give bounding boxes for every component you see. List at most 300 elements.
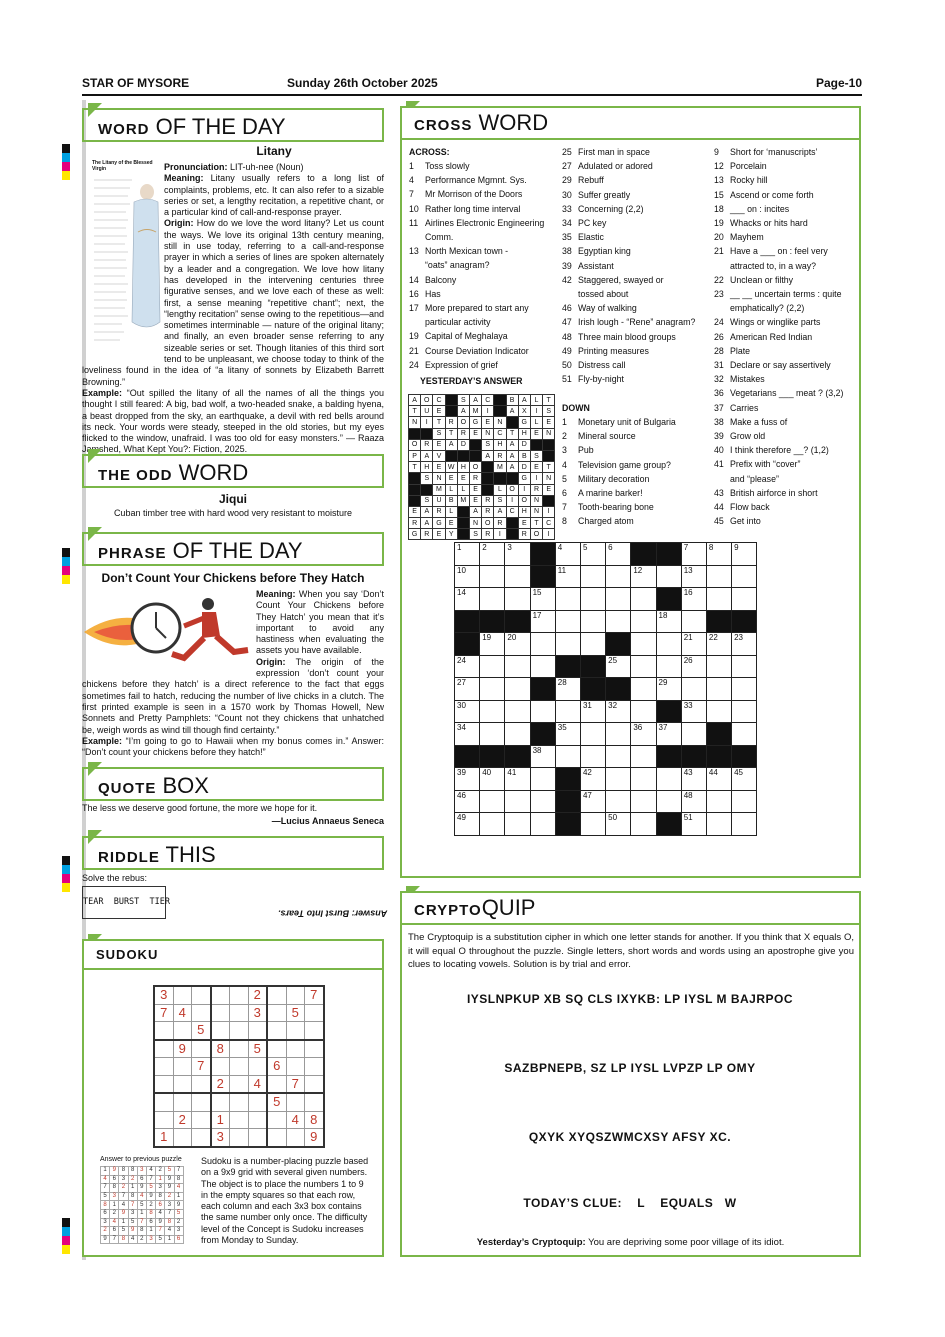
answer-cell: 6 xyxy=(174,1235,183,1244)
crossword-cell[interactable] xyxy=(505,678,530,701)
down-label: DOWN xyxy=(562,403,590,413)
sudoku-cell[interactable] xyxy=(173,1058,192,1076)
sudoku-cell[interactable] xyxy=(192,1129,211,1147)
crossword-cell[interactable]: 23 xyxy=(732,633,757,656)
clue: 35 Elastic xyxy=(562,232,604,243)
down-clues-col3 xyxy=(714,145,843,528)
crossword-cell[interactable]: 29 xyxy=(656,678,681,701)
crossword-cell[interactable]: 36 xyxy=(631,723,656,746)
odd-definition: Cuban timber tree with hard wood very resistant to moisture xyxy=(113,508,353,518)
crossword-cell[interactable] xyxy=(555,633,580,656)
crossword-cell[interactable] xyxy=(631,700,656,723)
sudoku-cell[interactable]: 2 xyxy=(211,1075,230,1093)
sudoku-cell[interactable] xyxy=(267,1111,286,1129)
sudoku-cell[interactable] xyxy=(154,1022,173,1040)
crossword-cell[interactable]: 27 xyxy=(455,678,480,701)
sudoku-cell[interactable] xyxy=(305,1075,324,1093)
answer-cell: D xyxy=(518,439,530,450)
crossword-cell[interactable]: 35 xyxy=(555,723,580,746)
sudoku-cell[interactable] xyxy=(248,1022,267,1040)
sudoku-cell[interactable]: 5 xyxy=(267,1093,286,1111)
crossword-cell[interactable]: 12 xyxy=(631,565,656,588)
crossword-cell[interactable] xyxy=(656,790,681,813)
sudoku-cell[interactable] xyxy=(192,986,211,1004)
sudoku-cell[interactable] xyxy=(192,1111,211,1129)
odd-word: Jiqui xyxy=(218,492,247,506)
crossword-cell[interactable] xyxy=(732,655,757,678)
sudoku-cell[interactable]: 4 xyxy=(173,1004,192,1022)
answer-cell: R xyxy=(530,484,542,495)
crossword-cell[interactable] xyxy=(631,813,656,836)
crossword-cell[interactable] xyxy=(606,790,631,813)
crossword-cell[interactable]: 48 xyxy=(681,790,706,813)
sudoku-cell[interactable]: 8 xyxy=(211,1040,230,1058)
crossword-cell[interactable] xyxy=(580,723,605,746)
clue: 9 Short for ‘manuscripts’ xyxy=(714,147,818,157)
sudoku-cell[interactable] xyxy=(154,1075,173,1093)
answer-cell: A xyxy=(409,395,421,406)
sudoku-cell[interactable] xyxy=(230,1111,249,1129)
answer-cell xyxy=(482,462,494,473)
clue: 31 Declare or say assertively xyxy=(714,360,831,371)
crossword-cell[interactable]: 33 xyxy=(681,700,706,723)
sudoku-cell[interactable]: 7 xyxy=(192,1058,211,1076)
sudoku-cell[interactable] xyxy=(211,1004,230,1022)
crossword-cell[interactable]: 46 xyxy=(455,790,480,813)
crossword-cell[interactable]: 18 xyxy=(656,610,681,633)
clue: 38 Make a fuss of xyxy=(714,416,788,427)
answer-cell: S xyxy=(494,495,506,506)
sudoku-cell[interactable] xyxy=(154,1058,173,1076)
answer-cell: 8 xyxy=(128,1192,137,1201)
sudoku-cell[interactable] xyxy=(230,1040,249,1058)
answer-cell: R xyxy=(421,439,433,450)
crossword-cell[interactable]: 50 xyxy=(606,813,631,836)
crossword-cell[interactable] xyxy=(530,790,555,813)
answer-cell: U xyxy=(421,406,433,417)
sudoku-cell[interactable] xyxy=(286,1022,305,1040)
crossword-cell[interactable]: 1 xyxy=(455,543,480,566)
sudoku-cell[interactable] xyxy=(267,1004,286,1022)
sudoku-cell[interactable] xyxy=(248,1111,267,1129)
black-cell xyxy=(505,610,530,633)
crossword-cell[interactable] xyxy=(631,610,656,633)
answer-cell xyxy=(409,473,421,484)
sudoku-cell[interactable]: 4 xyxy=(248,1075,267,1093)
crossword-cell[interactable]: 13 xyxy=(681,565,706,588)
answer-cell: 4 xyxy=(174,1184,183,1193)
crossword-cell[interactable]: 21 xyxy=(681,633,706,656)
crossword-cell[interactable] xyxy=(505,588,530,611)
sudoku-cell[interactable] xyxy=(305,1004,324,1022)
sudoku-cell[interactable] xyxy=(173,1093,192,1111)
crossword-cell[interactable]: 19 xyxy=(480,633,505,656)
crossword-cell[interactable]: 3 xyxy=(505,543,530,566)
crossword-cell[interactable] xyxy=(732,700,757,723)
sudoku-cell[interactable] xyxy=(248,1093,267,1111)
crossword-cell[interactable]: 32 xyxy=(606,700,631,723)
crossword-cell[interactable] xyxy=(555,745,580,768)
crossword-cell[interactable] xyxy=(580,813,605,836)
crossword-cell[interactable] xyxy=(732,678,757,701)
sudoku-cell[interactable]: 4 xyxy=(286,1111,305,1129)
clue: 5 Military decoration xyxy=(562,473,650,484)
answer-cell: T xyxy=(409,406,421,417)
answer-cell: 9 xyxy=(165,1184,174,1193)
sudoku-cell[interactable] xyxy=(192,1075,211,1093)
crossword-cell[interactable] xyxy=(530,700,555,723)
sudoku-cell[interactable]: 5 xyxy=(286,1004,305,1022)
black-cell xyxy=(530,565,555,588)
crossword-cell[interactable] xyxy=(631,588,656,611)
sudoku-cell[interactable] xyxy=(267,1075,286,1093)
crossword-cell[interactable] xyxy=(606,588,631,611)
crossword-cell[interactable]: 24 xyxy=(455,655,480,678)
sudoku-cell[interactable] xyxy=(286,986,305,1004)
sudoku-cell[interactable] xyxy=(267,1129,286,1147)
crossword-cell[interactable]: 49 xyxy=(455,813,480,836)
clue: 21 Course Deviation Indicator xyxy=(409,345,529,356)
crossword-cell[interactable] xyxy=(732,588,757,611)
sudoku-cell[interactable] xyxy=(173,1022,192,1040)
answer-cell: 4 xyxy=(165,1227,174,1236)
sudoku-cell[interactable]: 3 xyxy=(154,986,173,1004)
crossword-cell[interactable] xyxy=(656,633,681,656)
sudoku-cell[interactable]: 2 xyxy=(173,1111,192,1129)
answer-cell: M xyxy=(469,406,481,417)
issue-date: Sunday 26th October 2025 xyxy=(287,76,438,90)
sudoku-cell[interactable]: 5 xyxy=(248,1040,267,1058)
answer-cell: E xyxy=(482,417,494,428)
answer-cell: E xyxy=(433,406,445,417)
answer-cell: E xyxy=(469,428,481,439)
litany-image: The Litany of the Blessed Virgin xyxy=(92,160,162,360)
answer-cell: 6 xyxy=(110,1175,119,1184)
crossword-cell[interactable]: 5 xyxy=(580,543,605,566)
crossword-cell[interactable] xyxy=(656,655,681,678)
color-bar xyxy=(62,856,70,892)
crossword-cell[interactable]: 16 xyxy=(681,588,706,611)
answer-cell: E xyxy=(518,518,530,529)
sudoku-cell[interactable]: 3 xyxy=(248,1004,267,1022)
crossword-cell[interactable] xyxy=(505,565,530,588)
answer-cell xyxy=(494,395,506,406)
crossword-cell[interactable]: 10 xyxy=(455,565,480,588)
crossword-cell[interactable] xyxy=(606,565,631,588)
crossword-cell[interactable] xyxy=(530,633,555,656)
sudoku-rule xyxy=(84,968,382,970)
clue: 42 Staggered, swayed or xyxy=(562,274,664,285)
sudoku-cell[interactable] xyxy=(192,1004,211,1022)
crossword-cell[interactable]: 42 xyxy=(580,768,605,791)
sudoku-cell[interactable]: 7 xyxy=(154,1004,173,1022)
answer-cell: R xyxy=(494,450,506,461)
sudoku-cell[interactable] xyxy=(305,1040,324,1058)
sudoku-cell[interactable] xyxy=(305,1058,324,1076)
sudoku-cell[interactable] xyxy=(286,1093,305,1111)
crossword-cell[interactable] xyxy=(505,790,530,813)
clue: particular activity xyxy=(425,317,491,328)
sudoku-cell[interactable]: 1 xyxy=(154,1129,173,1147)
crossword-cell[interactable] xyxy=(732,813,757,836)
answer-cell: R xyxy=(433,506,445,517)
sudoku-cell[interactable] xyxy=(211,1093,230,1111)
answer-cell: 3 xyxy=(165,1201,174,1210)
sudoku-cell[interactable]: 3 xyxy=(211,1129,230,1147)
sudoku-cell[interactable] xyxy=(211,986,230,1004)
crossword-cell[interactable] xyxy=(480,588,505,611)
sudoku-cell[interactable] xyxy=(230,1004,249,1022)
answer-cell: L xyxy=(530,395,542,406)
crossword-cell[interactable] xyxy=(631,633,656,656)
crossword-cell[interactable]: 22 xyxy=(706,633,731,656)
crossword-cell[interactable] xyxy=(580,588,605,611)
answer-cell xyxy=(445,395,457,406)
clue: 24 Expression of grief xyxy=(409,359,498,370)
answer-cell: H xyxy=(457,462,469,473)
crossword-cell[interactable] xyxy=(606,745,631,768)
crossword-cell[interactable]: 6 xyxy=(606,543,631,566)
crossword-cell[interactable]: 37 xyxy=(656,723,681,746)
crossword-cell[interactable] xyxy=(631,768,656,791)
crossword-cell[interactable] xyxy=(505,700,530,723)
sudoku-cell[interactable] xyxy=(154,1111,173,1129)
answer-cell: D xyxy=(518,462,530,473)
answer-cell: 5 xyxy=(156,1235,165,1244)
answer-cell xyxy=(421,484,433,495)
crossword-cell[interactable]: 28 xyxy=(555,678,580,701)
answer-cell xyxy=(506,417,518,428)
crossword-cell[interactable]: 26 xyxy=(681,655,706,678)
sudoku-cell[interactable]: 7 xyxy=(286,1075,305,1093)
answer-cell: 1 xyxy=(110,1201,119,1210)
crossword-cell[interactable] xyxy=(580,610,605,633)
answer-cell: X xyxy=(518,406,530,417)
black-cell xyxy=(455,633,480,656)
crossword-cell[interactable]: 15 xyxy=(530,588,555,611)
crossword-cell[interactable] xyxy=(480,813,505,836)
sudoku-cell[interactable] xyxy=(211,1022,230,1040)
sudoku-cell[interactable]: 2 xyxy=(248,986,267,1004)
answer-cell xyxy=(506,529,518,540)
sudoku-cell[interactable] xyxy=(267,1022,286,1040)
answer-cell xyxy=(506,473,518,484)
crossword-cell[interactable]: 20 xyxy=(505,633,530,656)
rebus-box: TEAR BURST TIER xyxy=(82,886,166,919)
clue: 6 A marine barker! xyxy=(562,488,643,499)
sudoku-cell[interactable] xyxy=(173,1129,192,1147)
sudoku-cell[interactable] xyxy=(192,1040,211,1058)
black-cell xyxy=(656,700,681,723)
answer-cell: 1 xyxy=(174,1192,183,1201)
crossword-cell[interactable] xyxy=(580,565,605,588)
crossword-cell[interactable]: 31 xyxy=(580,700,605,723)
answer-cell: 9 xyxy=(119,1209,128,1218)
answer-cell: 7 xyxy=(165,1209,174,1218)
answer-cell: 3 xyxy=(128,1209,137,1218)
crossword-cell[interactable] xyxy=(580,633,605,656)
crossword-cell[interactable] xyxy=(706,790,731,813)
crossword-cell[interactable] xyxy=(631,745,656,768)
crossword-cell[interactable]: 45 xyxy=(732,768,757,791)
answer-cell: 1 xyxy=(128,1184,137,1193)
crossword-cell[interactable]: 40 xyxy=(480,768,505,791)
crossword-cell[interactable] xyxy=(706,565,731,588)
answer-cell: A xyxy=(494,506,506,517)
crossword-cell[interactable] xyxy=(706,813,731,836)
crossword-cell[interactable]: 2 xyxy=(480,543,505,566)
sudoku-cell[interactable]: 9 xyxy=(173,1040,192,1058)
clue: 49 Printing measures xyxy=(562,345,649,356)
clue: 36 Vegetarians ___ meat ? (3,2) xyxy=(714,388,844,399)
crossword-cell[interactable] xyxy=(656,768,681,791)
crossword-cell[interactable]: 8 xyxy=(706,543,731,566)
sudoku-cell[interactable] xyxy=(154,1040,173,1058)
black-cell xyxy=(631,543,656,566)
answer-cell: I xyxy=(543,506,555,517)
crossword-cell[interactable]: 9 xyxy=(732,543,757,566)
sudoku-cell[interactable]: 8 xyxy=(305,1111,324,1129)
clue: 27 Adulated or adored xyxy=(562,161,653,172)
clue: 44 Flow back xyxy=(714,502,770,513)
crossword-cell[interactable] xyxy=(505,655,530,678)
crossword-cell[interactable]: 17 xyxy=(530,610,555,633)
sudoku-cell[interactable] xyxy=(286,1040,305,1058)
crossword-cell[interactable]: 14 xyxy=(455,588,480,611)
crossword-cell[interactable]: 30 xyxy=(455,700,480,723)
sudoku-cell[interactable] xyxy=(305,1022,324,1040)
crossword-cell[interactable] xyxy=(732,723,757,746)
crossword-cell[interactable] xyxy=(480,790,505,813)
sudoku-cell[interactable] xyxy=(267,986,286,1004)
sudoku-cell[interactable] xyxy=(154,1093,173,1111)
crossword-cell[interactable] xyxy=(530,813,555,836)
down-clues-col2 xyxy=(562,415,676,529)
sudoku-cell[interactable] xyxy=(248,1058,267,1076)
sudoku-cell[interactable] xyxy=(230,1129,249,1147)
sudoku-cell[interactable] xyxy=(230,1058,249,1076)
sudoku-cell[interactable]: 6 xyxy=(267,1058,286,1076)
crossword-grid[interactable] xyxy=(454,542,757,836)
crossword-cell[interactable] xyxy=(631,678,656,701)
answer-cell: R xyxy=(409,518,421,529)
sudoku-cell[interactable]: 1 xyxy=(211,1111,230,1129)
sudoku-cell[interactable] xyxy=(173,986,192,1004)
crossword-cell[interactable] xyxy=(706,678,731,701)
answer-cell: 3 xyxy=(174,1227,183,1236)
crossword-cell[interactable]: 44 xyxy=(706,768,731,791)
crossword-cell[interactable] xyxy=(555,700,580,723)
crossword-cell[interactable]: 11 xyxy=(555,565,580,588)
crossword-cell[interactable] xyxy=(530,655,555,678)
answer-cell: 1 xyxy=(146,1227,155,1236)
answer-cell: G xyxy=(518,473,530,484)
crossword-cell[interactable] xyxy=(555,610,580,633)
sudoku-cell[interactable] xyxy=(248,1129,267,1147)
sudoku-grid[interactable] xyxy=(153,985,325,1148)
black-cell xyxy=(732,745,757,768)
answer-cell: A xyxy=(445,439,457,450)
crossword-cell[interactable]: 39 xyxy=(455,768,480,791)
crossword-cell[interactable]: 47 xyxy=(580,790,605,813)
crossword-cell[interactable]: 4 xyxy=(555,543,580,566)
sudoku-cell[interactable] xyxy=(286,1129,305,1147)
sudoku-cell[interactable] xyxy=(267,1040,286,1058)
crossword-cell[interactable] xyxy=(606,768,631,791)
crossword-cell[interactable] xyxy=(681,723,706,746)
crossword-cell[interactable] xyxy=(480,700,505,723)
answer-cell: A xyxy=(469,506,481,517)
sudoku-cell[interactable] xyxy=(192,1093,211,1111)
crossword-cell[interactable] xyxy=(606,723,631,746)
crossword-cell[interactable]: 51 xyxy=(681,813,706,836)
sudoku-cell[interactable] xyxy=(230,1075,249,1093)
black-cell xyxy=(656,745,681,768)
crossword-cell[interactable] xyxy=(480,565,505,588)
answer-cell xyxy=(482,473,494,484)
crossword-cell[interactable]: 25 xyxy=(606,655,631,678)
clue: 20 Mayhem xyxy=(714,232,764,243)
crossword-cell[interactable] xyxy=(681,610,706,633)
answer-cell: A xyxy=(421,518,433,529)
crossword-cell[interactable] xyxy=(530,768,555,791)
answer-cell: H xyxy=(518,428,530,439)
sudoku-cell[interactable] xyxy=(230,1022,249,1040)
crossword-cell[interactable] xyxy=(706,700,731,723)
sudoku-cell[interactable] xyxy=(305,1093,324,1111)
answer-cell: M xyxy=(494,462,506,473)
sudoku-cell[interactable] xyxy=(230,1093,249,1111)
crossword-cell[interactable] xyxy=(631,655,656,678)
crossword-cell[interactable] xyxy=(505,813,530,836)
sudoku-cell[interactable]: 7 xyxy=(305,986,324,1004)
answer-cell: 6 xyxy=(137,1175,146,1184)
crossword-cell[interactable]: 38 xyxy=(530,745,555,768)
across-clues-col2 xyxy=(562,145,695,386)
crossword-cell[interactable] xyxy=(606,610,631,633)
crossword-cell[interactable]: 7 xyxy=(681,543,706,566)
crossword-cell[interactable] xyxy=(732,790,757,813)
sudoku-cell[interactable] xyxy=(286,1058,305,1076)
crossword-cell[interactable]: 43 xyxy=(681,768,706,791)
crossword-cell[interactable] xyxy=(480,723,505,746)
answer-cell: 9 xyxy=(165,1175,174,1184)
sudoku-cell[interactable]: 9 xyxy=(305,1129,324,1147)
sudoku-cell[interactable] xyxy=(173,1075,192,1093)
sudoku-cell[interactable] xyxy=(211,1058,230,1076)
sudoku-cell[interactable] xyxy=(230,986,249,1004)
crossword-cell[interactable] xyxy=(480,655,505,678)
crossword-cell[interactable] xyxy=(555,588,580,611)
crossword-cell[interactable] xyxy=(706,655,731,678)
crossword-cell[interactable] xyxy=(480,678,505,701)
sudoku-description: Sudoku is a number-placing puzzle based on a 9x9 grid with several given numbers. The object is to place the numbers 1 to 9 in the empty squares so that each row, each column and each 3x3 box contains the same number only once. The difficulty level of the Concept is Sudoku increases from Monday to Sunday. xyxy=(201,1156,369,1246)
crossword-cell[interactable] xyxy=(580,745,605,768)
crossword-cell[interactable] xyxy=(681,678,706,701)
crossword-cell[interactable] xyxy=(656,565,681,588)
crossword-cell[interactable] xyxy=(706,588,731,611)
sudoku-cell[interactable]: 5 xyxy=(192,1022,211,1040)
crossword-cell[interactable]: 41 xyxy=(505,768,530,791)
crossword-cell[interactable] xyxy=(732,565,757,588)
answer-cell: R xyxy=(445,417,457,428)
crossword-cell[interactable] xyxy=(505,723,530,746)
paper-name: STAR OF MYSORE xyxy=(82,76,190,90)
answer-cell: M xyxy=(457,495,469,506)
across-label: ACROSS: xyxy=(409,147,450,157)
crossword-cell[interactable]: 34 xyxy=(455,723,480,746)
crossword-cell[interactable] xyxy=(631,790,656,813)
